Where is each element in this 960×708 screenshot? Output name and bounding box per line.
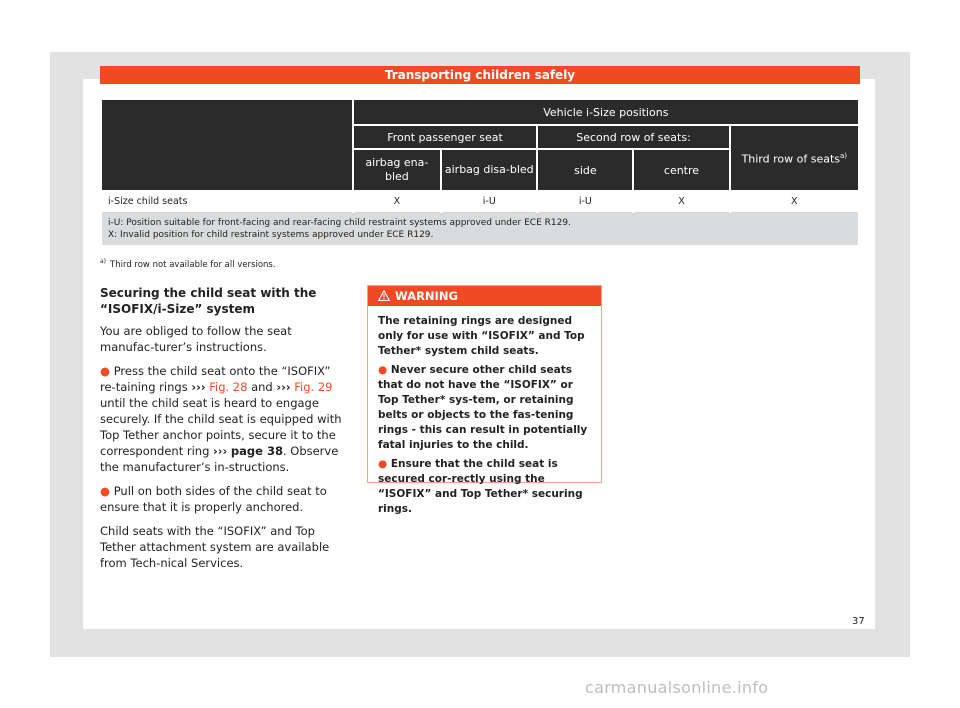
fig-28-link[interactable]: Fig. 28 <box>209 380 248 394</box>
warning-bullet-text: Ensure that the child seat is secured cor-rectly using the “ISOFIX” and Top Tether* securing rings. <box>378 458 583 515</box>
warning-triangle-icon <box>378 287 390 307</box>
bullet-icon: ● <box>100 484 111 498</box>
centre-header: centre <box>634 150 728 190</box>
watermark: carmanualsonline.info <box>585 678 769 697</box>
warning-box <box>367 285 602 515</box>
isize-positions-table <box>100 100 860 245</box>
second-row-header: Second row of seats: <box>538 126 728 150</box>
warning-bullet <box>378 363 591 453</box>
arrow-icon: ››› <box>191 380 206 394</box>
legend-x: X: Invalid position for child restraint systems approved under ECE R129. <box>108 230 434 240</box>
footnote-text: Third row not available for all versions. <box>110 259 276 270</box>
bullet-item <box>100 483 348 515</box>
third-row-label: Third row of seats <box>741 152 841 166</box>
bullet-text: Press the child seat onto the “ISOFIX” re-taining rings <box>100 364 331 394</box>
arrow-icon: ››› <box>213 444 228 458</box>
warning-header <box>368 286 601 306</box>
bullet-icon: ● <box>378 458 388 470</box>
closing-paragraph: Child seats with the “ISOFIX” and Top Tether attachment system are available from Tech-nical Services. <box>100 524 330 570</box>
legend-cell <box>102 213 858 245</box>
warning-body <box>368 306 601 517</box>
airbag-enabled-header: airbag ena-bled <box>354 150 441 190</box>
page-38-link[interactable]: page 38 <box>230 444 283 458</box>
warning-bullet-text: Never secure other child seats that do not have the “ISOFIX” or Top Tether* sys-tem, or retaining belts or objects to the fas-tening rings - this can result in potentially fatal injuries to the child. <box>378 364 588 451</box>
chapter-title: Transporting children safely <box>100 66 860 84</box>
bullet-icon: ● <box>100 364 111 378</box>
warning-intro: The retaining rings are designed only for use with “ISOFIX” and Top Tether* system child seats. <box>378 315 585 357</box>
table-cell: i-U <box>538 190 632 213</box>
side-header: side <box>538 150 632 190</box>
legend-row <box>102 213 858 245</box>
third-row-footnote-marker: a) <box>840 152 848 161</box>
table-row <box>102 190 858 213</box>
footnote-marker: a) <box>100 258 107 265</box>
bullet-icon: ● <box>378 364 388 376</box>
section-heading: Securing the child seat with the “ISOFIX/i-Size” system <box>100 286 317 316</box>
bullet-item <box>100 363 348 475</box>
third-row-header <box>731 126 858 190</box>
warning-title: WARNING <box>395 289 458 303</box>
row-label: i-Size child seats <box>102 190 352 213</box>
bullet-text: and <box>251 380 273 394</box>
table-cell: X <box>354 190 441 213</box>
table-cell: X <box>634 190 728 213</box>
group-header: Vehicle i-Size positions <box>354 100 858 126</box>
bullet-text: until the child seat is heard to engage securely. If the child seat is equipped with Top Tether anchor points, secure it to the correspondent ring <box>100 396 342 458</box>
isofix-section <box>100 285 348 579</box>
bullet-text: Pull on both sides of the child seat to ensure that it is properly anchored. <box>100 484 327 514</box>
front-passenger-header: Front passenger seat <box>354 126 537 150</box>
arrow-icon: ››› <box>276 380 291 394</box>
table-corner <box>102 100 352 190</box>
table-cell: X <box>731 190 858 213</box>
legend-iu: i-U: Position suitable for front-facing and rear-facing child restraint systems approved under ECE R129. <box>108 218 571 228</box>
fig-29-link[interactable]: Fig. 29 <box>294 380 333 394</box>
intro-paragraph: You are obliged to follow the seat manufac-turer’s instructions. <box>100 324 292 354</box>
airbag-disabled-header: airbag disa-bled <box>442 150 536 190</box>
bullet-text: . Observe the manufacturer’s in-structions. <box>100 444 339 474</box>
warning-bullet <box>378 457 591 517</box>
page-number: 37 <box>852 616 865 627</box>
table-cell: i-U <box>442 190 536 213</box>
table-footnote <box>100 258 276 270</box>
